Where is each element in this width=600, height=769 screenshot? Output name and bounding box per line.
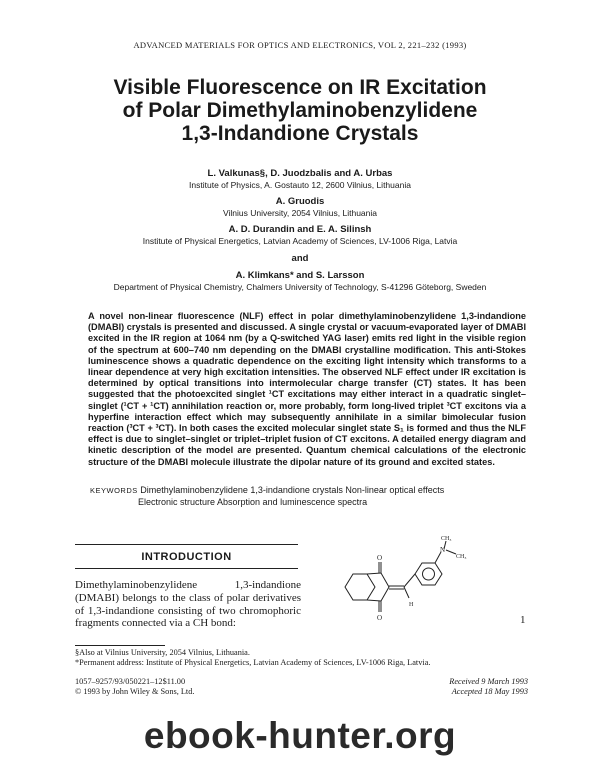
- footnote: §Also at Vilnius University, 2054 Vilnius, Lithuania.: [75, 648, 250, 657]
- keywords-line-1: [90, 485, 540, 495]
- author-conjunction: and: [291, 253, 309, 264]
- ch3-label: CH₃: [441, 536, 452, 542]
- title-line: Visible Fluorescence on IR Excitation: [113, 76, 487, 99]
- section-rule-bottom: [75, 568, 298, 569]
- author-affiliation: Department of Physical Chemistry, Chalmers University of Technology, S-41296 Göteborg, Sweden: [113, 282, 487, 292]
- ch3-label: CH₃: [456, 554, 467, 560]
- n-ch3-bond-right: [446, 550, 456, 554]
- keywords-label: KEYWORDS: [90, 486, 138, 495]
- author-affiliation: Institute of Physical Energetics, Latvian Academy of Sciences, LV-1006 Riga, Latvia: [142, 236, 458, 246]
- received-date: Received 9 March 1993: [449, 677, 528, 686]
- author-affiliation: Vilnius University, 2054 Vilnius, Lithuania: [222, 208, 378, 218]
- phenyl-ring: [415, 563, 442, 585]
- copyright: © 1993 by John Wiley & Sons, Ltd.: [75, 687, 195, 696]
- keywords-text: Dimethylaminobenzylidene 1,3-indandione crystals Non-linear optical effects: [140, 485, 445, 495]
- title-line: of Polar Dimethylaminobenzylidene: [122, 99, 478, 122]
- hydrogen-label: H: [409, 602, 414, 608]
- author-names: A. Klimkans* and S. Larsson: [235, 270, 365, 281]
- abstract: A novel non-linear fluorescence (NLF) effect in polar dimethylaminobenzylidene 1,3-indandione (DMABI) crystals is presented and discussed. A single crystal or vacuum-evaporated layer of DMABI excited in the IR region at 1064 nm (by a Q-switched YAG laser) emits red light in the visible region of the spectrum at 600–740 nm depending on the DMABI crystalline modification. This anti-Stokes luminescence shows a quadratic dependence on the exciting light intensity which transforms to a linear dependence at very high excitation intensities. The observed NLF effect under IR excitation is determined by optical transitions into intermolecular charge transfer (CT) states. It has been suggested that the photoexcited singlet ¹CT excitations may either interact in a quadratic singlet–singlet (¹CT + ¹CT) annihilation reaction or, more probably, form long-lived triplet ³CT excitons via a hyperfine interaction effect which may subsequently annihilate in a similar bimolecular fusion reaction (³CT + ³CT). In both cases the excited molecular singlet state S₁ is formed and thus the NLF effect is due to singlet–singlet or triplet–triplet fusion of CT excitons. A detailed energy diagram and kinetic description of the model are presented. Quantum chemical calculations of the electronic structure of the DMABI molecule illustrate the dipolar nature of its ground and excited states.: [88, 311, 526, 467]
- section-rule-top: [75, 544, 298, 545]
- paper-title: [60, 76, 540, 145]
- benzene-ring: [345, 574, 375, 600]
- introduction-text: Dimethylaminobenzylidene 1,3-indandione (DMABI) belongs to the class of polar derivatives of 1,3-indandione consisting of two chromophoric fragments connected via a CH bond:: [75, 579, 301, 630]
- nitrogen-label: N: [440, 546, 446, 554]
- keywords-line-2: Electronic structure Absorption and luminescence spectra: [138, 497, 368, 507]
- oxygen-label: O: [377, 614, 383, 622]
- five-membered-ring: [367, 573, 389, 601]
- equation-number: 1: [520, 614, 526, 626]
- author-names: A. Gruodis: [275, 196, 325, 207]
- footnote-rule: [75, 645, 165, 646]
- methine-bond: [404, 574, 415, 587]
- watermark: ebook-hunter.org: [143, 715, 457, 756]
- footnote: *Permanent address: Institute of Physical Energetics, Latvian Academy of Sciences, LV-1006 Riga, Latvia.: [75, 658, 431, 667]
- aromatic-circle: [423, 568, 435, 580]
- h-bond: [404, 587, 409, 598]
- author-names: L. Valkunas§, D. Juodzbalis and A. Urbas: [207, 168, 393, 179]
- journal-header: ADVANCED MATERIALS FOR OPTICS AND ELECTRONICS, VOL 2, 221–232 (1993): [133, 40, 467, 50]
- accepted-date: Accepted 18 May 1993: [451, 687, 528, 696]
- article-code: 1057–9257/93/050221–12$11.00: [75, 677, 186, 686]
- dmabi-structure-diagram: [325, 536, 520, 640]
- oxygen-label: O: [377, 554, 383, 562]
- author-names: A. D. Durandin and E. A. Silinsh: [228, 224, 372, 235]
- author-affiliation: Institute of Physics, A. Gostauto 12, 2600 Vilnius, Lithuania: [189, 180, 411, 190]
- section-heading: INTRODUCTION: [141, 551, 232, 563]
- title-line: 1,3-Indandione Crystals: [181, 122, 419, 145]
